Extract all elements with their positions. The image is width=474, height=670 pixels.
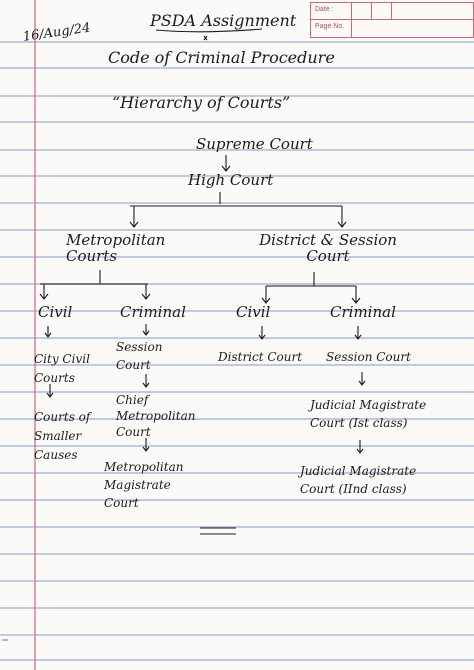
written-date: 16/Aug/24 (22, 20, 92, 45)
left-civil-node: Civil (38, 303, 73, 321)
right-civil-node: Civil (236, 303, 271, 321)
right-session-court-node: Session Court (326, 350, 411, 364)
date-label: Date : (315, 6, 334, 13)
courts-of-smaller-causes-node: Courts of Smaller Causes (34, 410, 91, 462)
supreme-court-node: Supreme Court (196, 135, 313, 153)
right-criminal-node: Criminal (330, 303, 396, 321)
subject-heading: Code of Criminal Procedure (108, 48, 335, 67)
topic-heading: “Hierarchy of Courts” (112, 93, 291, 112)
assignment-title: PSDA Assignment (150, 11, 297, 30)
judicial-magistrate-second-class-node: Judicial Magistrate Court (IInd class) (300, 464, 417, 496)
left-session-court-node: Session Court (116, 340, 163, 372)
page-no-label: Page No. (315, 23, 345, 30)
district-session-court-node: District & Session Court (259, 231, 397, 265)
metropolitan-magistrate-court-node: Metropolitan Magistrate Court (104, 460, 184, 510)
metropolitan-courts-node: Metropolitan Courts (66, 231, 166, 265)
chief-metropolitan-court-node: Chief Metropolitan Court (116, 393, 196, 439)
district-court-node: District Court (218, 350, 303, 364)
high-court-node: High Court (188, 171, 274, 189)
left-criminal-node: Criminal (120, 303, 186, 321)
judicial-magistrate-first-class-node: Judicial Magistrate Court (Ist class) (310, 398, 427, 430)
city-civil-courts-node: City Civil Courts (34, 352, 90, 385)
